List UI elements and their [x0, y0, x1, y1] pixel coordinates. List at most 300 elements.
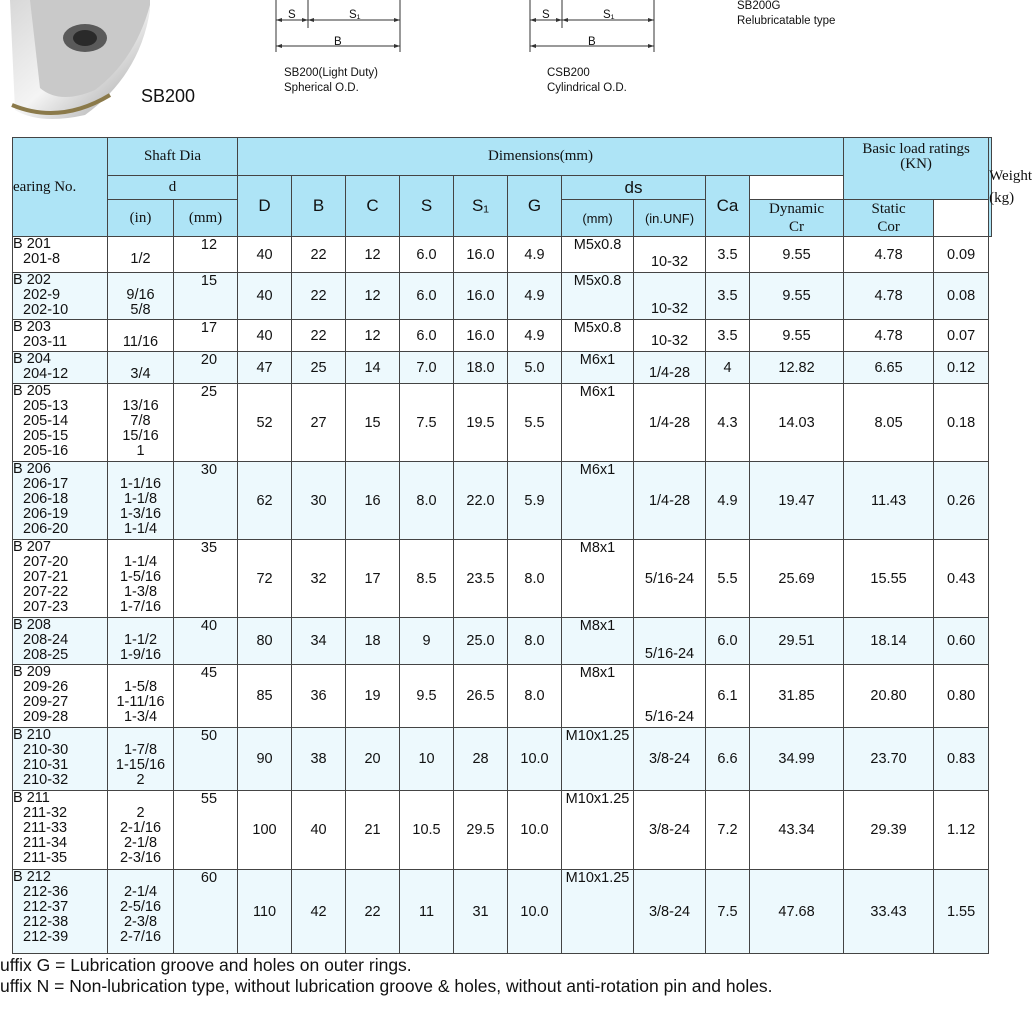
dim-s1: 31	[454, 870, 508, 954]
dim-g: 4.9	[508, 320, 562, 352]
shaft-inch: 13/16	[122, 398, 159, 414]
diagram2-s-label: S	[542, 9, 550, 21]
weight: 0.26	[934, 462, 989, 540]
ca: 3.5	[706, 320, 750, 352]
bearing-no: 206-19	[23, 506, 69, 522]
shaft-mm: 25	[174, 384, 238, 462]
dim-s1: 16.0	[454, 320, 508, 352]
dim-c: 18	[346, 618, 400, 665]
bearing-no: 210-32	[23, 772, 69, 788]
ca: 4.3	[706, 384, 750, 462]
spec-table	[12, 137, 1032, 954]
ds-mm: M8x1	[562, 665, 634, 728]
shaft-inch: 2-3/16	[119, 850, 162, 866]
header-dimensions: Dimensions(mm)	[238, 138, 844, 176]
weight: 0.43	[934, 540, 989, 618]
header-S: S	[400, 176, 454, 237]
ds-mm: M6x1	[562, 384, 634, 462]
weight: 0.08	[934, 273, 989, 320]
dim-d: 40	[238, 273, 292, 320]
shaft-inch: 11/16	[122, 334, 159, 350]
weight: 1.55	[934, 870, 989, 954]
ds-mm: M6x1	[562, 462, 634, 540]
table-row	[13, 870, 992, 954]
dim-s: 9.5	[400, 665, 454, 728]
dim-s: 7.0	[400, 352, 454, 384]
bearing-no: B 201	[13, 236, 51, 252]
dim-s1: 25.0	[454, 618, 508, 665]
bearing-no: 212-37	[23, 899, 69, 915]
dim-b: 36	[292, 665, 346, 728]
dim-b: 38	[292, 728, 346, 791]
header-G: G	[508, 176, 562, 237]
bearing-no-cell	[13, 870, 108, 954]
ds-mm: M5x0.8	[562, 237, 634, 273]
dim-d: 85	[238, 665, 292, 728]
shaft-inch: 1-1/2	[123, 632, 158, 648]
header-dynamic: Dynamic Cr	[750, 200, 844, 237]
dim-d: 80	[238, 618, 292, 665]
table-row	[13, 665, 992, 728]
weight: 1.12	[934, 791, 989, 870]
static-cor: 8.05	[844, 384, 934, 462]
shaft-mm: 30	[174, 462, 238, 540]
diagram2-caption: CSB200 Cylindrical O.D.	[547, 67, 627, 94]
bearing-no: B 202	[13, 272, 51, 288]
variant-caption: SB200G Relubricatable type	[737, 0, 836, 27]
bearing-no-cell	[13, 665, 108, 728]
bearing-no: 207-20	[23, 554, 69, 570]
weight: 0.60	[934, 618, 989, 665]
dim-s1: 22.0	[454, 462, 508, 540]
table-row	[13, 273, 992, 320]
dim-b: 22	[292, 320, 346, 352]
shaft-mm: 60	[174, 870, 238, 954]
header-load-ratings: Basic load ratings (KN)	[844, 138, 989, 200]
dim-g: 5.9	[508, 462, 562, 540]
header-weight: Weight (kg)	[989, 138, 992, 237]
bearing-no: 210-30	[23, 742, 69, 758]
shaft-inch: 2	[136, 772, 145, 788]
shaft-mm: 55	[174, 791, 238, 870]
header-S1: S₁	[454, 176, 508, 237]
bearing-no-cell	[13, 791, 108, 870]
dim-s: 6.0	[400, 237, 454, 273]
shaft-inch: 1-1/4	[123, 521, 158, 537]
shaft-inch: 1-1/16	[119, 476, 162, 492]
dynamic-cr: 34.99	[750, 728, 844, 791]
weight: 0.09	[934, 237, 989, 273]
shaft-inch: 1/2	[130, 251, 151, 267]
bearing-no: 210-31	[23, 757, 69, 773]
dynamic-cr: 12.82	[750, 352, 844, 384]
shaft-inch: 1	[136, 443, 145, 459]
ds-mm: M8x1	[562, 540, 634, 618]
dim-s1: 23.5	[454, 540, 508, 618]
bearing-no: B 211	[13, 790, 50, 806]
header-shaft-dia: Shaft Dia	[108, 138, 238, 176]
dim-c: 16	[346, 462, 400, 540]
diagram1-s-label: S	[288, 9, 296, 21]
bearing-no-cell	[13, 384, 108, 462]
dynamic-cr: 14.03	[750, 384, 844, 462]
dim-s: 10	[400, 728, 454, 791]
table-row	[13, 728, 992, 791]
shaft-inch: 2-1/16	[119, 820, 162, 836]
bearing-no: 211-32	[23, 805, 68, 821]
bearing-no: 211-34	[23, 835, 68, 851]
header-D: D	[238, 176, 292, 237]
shaft-inch: 15/16	[122, 428, 159, 444]
dim-g: 5.5	[508, 384, 562, 462]
shaft-inch-cell	[108, 384, 174, 462]
dim-c: 21	[346, 791, 400, 870]
dynamic-cr: 47.68	[750, 870, 844, 954]
ds-mm: M5x0.8	[562, 273, 634, 320]
ds-unf: 3/8-24	[634, 728, 706, 791]
dim-c: 12	[346, 237, 400, 273]
table-row	[13, 320, 992, 352]
dim-g: 8.0	[508, 665, 562, 728]
dim-s1: 29.5	[454, 791, 508, 870]
bearing-no: 205-15	[23, 428, 69, 444]
bearing-no-cell	[13, 320, 108, 352]
dim-g: 10.0	[508, 791, 562, 870]
shaft-mm: 50	[174, 728, 238, 791]
bearing-no: 206-18	[23, 491, 69, 507]
dim-d: 62	[238, 462, 292, 540]
static-cor: 20.80	[844, 665, 934, 728]
weight: 0.12	[934, 352, 989, 384]
ds-unf: 10-32	[634, 273, 706, 320]
shaft-inch: 7/8	[130, 413, 151, 429]
diagram1-s1-label: S₁	[349, 9, 361, 21]
ds-unf: 1/4-28	[634, 352, 706, 384]
table-row	[13, 462, 992, 540]
ds-unf: 1/4-28	[634, 462, 706, 540]
table-row	[13, 384, 992, 462]
shaft-inch: 1-3/8	[123, 584, 158, 600]
bearing-no: 207-21	[23, 569, 69, 585]
shaft-inch-cell	[108, 352, 174, 384]
header-Ca: Ca	[706, 176, 750, 237]
bearing-no: 208-25	[23, 647, 69, 663]
dim-b: 25	[292, 352, 346, 384]
dim-s: 7.5	[400, 384, 454, 462]
shaft-inch: 1-9/16	[119, 647, 162, 663]
weight: 0.07	[934, 320, 989, 352]
header-ds-mm: (mm)	[562, 200, 634, 237]
ca: 6.6	[706, 728, 750, 791]
shaft-mm: 35	[174, 540, 238, 618]
ca: 4.9	[706, 462, 750, 540]
static-cor: 15.55	[844, 540, 934, 618]
dim-c: 17	[346, 540, 400, 618]
dynamic-cr: 25.69	[750, 540, 844, 618]
dim-g: 10.0	[508, 870, 562, 954]
shaft-mm: 15	[174, 273, 238, 320]
dim-b: 27	[292, 384, 346, 462]
shaft-inch: 2-1/8	[123, 835, 158, 851]
shaft-inch: 1-5/16	[119, 569, 162, 585]
dim-s1: 19.5	[454, 384, 508, 462]
bearing-no: 212-36	[23, 884, 69, 900]
shaft-inch: 1-11/16	[116, 694, 165, 710]
dim-s1: 26.5	[454, 665, 508, 728]
ds-unf: 1/4-28	[634, 384, 706, 462]
dim-b: 40	[292, 791, 346, 870]
ds-unf: 5/16-24	[634, 540, 706, 618]
bearing-no: 212-38	[23, 914, 69, 930]
shaft-inch: 1-7/16	[119, 599, 162, 615]
dim-b: 32	[292, 540, 346, 618]
weight: 0.80	[934, 665, 989, 728]
ca: 7.2	[706, 791, 750, 870]
dim-b: 34	[292, 618, 346, 665]
bearing-no: 202-9	[23, 287, 61, 303]
shaft-inch-cell	[108, 728, 174, 791]
bearing-no-cell	[13, 728, 108, 791]
ca: 6.1	[706, 665, 750, 728]
shaft-inch-cell	[108, 618, 174, 665]
bearing-no: B 209	[13, 664, 51, 680]
dim-d: 40	[238, 237, 292, 273]
ds-mm: M10x1.25	[562, 791, 634, 870]
dim-b: 42	[292, 870, 346, 954]
dim-c: 15	[346, 384, 400, 462]
ds-mm: M10x1.25	[562, 728, 634, 791]
shaft-inch: 2-7/16	[119, 929, 162, 945]
dim-c: 14	[346, 352, 400, 384]
bearing-no-cell	[13, 352, 108, 384]
dim-b: 30	[292, 462, 346, 540]
dynamic-cr: 29.51	[750, 618, 844, 665]
diagram1-b-label: B	[334, 36, 342, 48]
shaft-inch: 2-5/16	[119, 899, 162, 915]
shaft-inch-cell	[108, 540, 174, 618]
bearing-no: B 212	[13, 869, 51, 885]
ca: 4	[706, 352, 750, 384]
static-cor: 29.39	[844, 791, 934, 870]
shaft-inch-cell	[108, 320, 174, 352]
bearing-no: 212-39	[23, 929, 69, 945]
table-row	[13, 352, 992, 384]
static-cor: 4.78	[844, 273, 934, 320]
footnote-n: uffix N = Non-lubrication type, without lubrication groove & holes, without anti-rotation pin and holes.	[0, 976, 773, 996]
weight: 0.18	[934, 384, 989, 462]
dim-d: 110	[238, 870, 292, 954]
bearing-no: 205-16	[23, 443, 69, 459]
shaft-inch-cell	[108, 791, 174, 870]
dim-b: 22	[292, 273, 346, 320]
ds-unf: 3/8-24	[634, 870, 706, 954]
dim-d: 100	[238, 791, 292, 870]
table-row	[13, 540, 992, 618]
static-cor: 4.78	[844, 320, 934, 352]
dynamic-cr: 43.34	[750, 791, 844, 870]
dim-s: 11	[400, 870, 454, 954]
shaft-inch: 2	[136, 805, 145, 821]
ds-unf: 10-32	[634, 237, 706, 273]
ds-mm: M10x1.25	[562, 870, 634, 954]
dynamic-cr: 9.55	[750, 320, 844, 352]
bearing-no: 211-35	[23, 850, 68, 866]
dim-b: 22	[292, 237, 346, 273]
static-cor: 4.78	[844, 237, 934, 273]
dim-g: 8.0	[508, 618, 562, 665]
bearing-no: 209-26	[23, 679, 69, 695]
dynamic-cr: 9.55	[750, 237, 844, 273]
dim-g: 4.9	[508, 237, 562, 273]
footnote-g: uffix G = Lubrication groove and holes on outer rings.	[0, 955, 412, 975]
dim-c: 12	[346, 320, 400, 352]
bearing-no: 203-11	[23, 334, 68, 350]
shaft-inch-cell	[108, 237, 174, 273]
dim-s: 10.5	[400, 791, 454, 870]
table-row	[13, 618, 992, 665]
ca: 3.5	[706, 237, 750, 273]
static-cor: 18.14	[844, 618, 934, 665]
static-cor: 11.43	[844, 462, 934, 540]
ds-mm: M8x1	[562, 618, 634, 665]
shaft-inch: 1-15/16	[115, 757, 166, 773]
bearing-no: B 205	[13, 383, 51, 399]
dim-s: 8.0	[400, 462, 454, 540]
model-label: SB200	[141, 86, 196, 106]
bearing-no: 205-13	[23, 398, 69, 414]
bearing-no: B 204	[13, 351, 51, 367]
bearing-no: B 208	[13, 617, 51, 633]
shaft-inch-cell	[108, 870, 174, 954]
dim-s: 9	[400, 618, 454, 665]
ca: 6.0	[706, 618, 750, 665]
shaft-inch-cell	[108, 462, 174, 540]
bearing-no: 207-22	[23, 584, 69, 600]
shaft-inch: 1-1/8	[123, 491, 158, 507]
header-bearing-no: earing No.	[13, 138, 108, 237]
ds-unf: 5/16-24	[634, 665, 706, 728]
header-in: (in)	[108, 200, 174, 237]
ds-unf: 3/8-24	[634, 791, 706, 870]
bearing-no: 201-8	[23, 251, 61, 267]
bearing-no: 209-28	[23, 709, 69, 725]
dim-s1: 16.0	[454, 273, 508, 320]
ca: 5.5	[706, 540, 750, 618]
shaft-mm: 45	[174, 665, 238, 728]
dim-c: 20	[346, 728, 400, 791]
shaft-inch: 1-3/16	[119, 506, 162, 522]
dim-g: 4.9	[508, 273, 562, 320]
header-static: Static Cor	[844, 200, 934, 237]
header-d: d	[108, 176, 238, 200]
shaft-mm: 12	[174, 237, 238, 273]
bearing-no-cell	[13, 462, 108, 540]
header-mm: (mm)	[174, 200, 238, 237]
shaft-inch: 1-7/8	[123, 742, 158, 758]
dim-d: 72	[238, 540, 292, 618]
ds-mm: M6x1	[562, 352, 634, 384]
bearing-photo	[0, 0, 150, 125]
dim-c: 22	[346, 870, 400, 954]
ca: 3.5	[706, 273, 750, 320]
table-row	[13, 791, 992, 870]
dim-s1: 28	[454, 728, 508, 791]
shaft-inch-cell	[108, 665, 174, 728]
ca: 7.5	[706, 870, 750, 954]
diagram2-s1-label: S₁	[603, 9, 615, 21]
bearing-no-cell	[13, 540, 108, 618]
shaft-inch: 1-5/8	[123, 679, 158, 695]
dynamic-cr: 31.85	[750, 665, 844, 728]
table-row	[13, 237, 992, 273]
bearing-no: 208-24	[23, 632, 69, 648]
bearing-no: 211-33	[23, 820, 68, 836]
shaft-inch: 5/8	[130, 302, 151, 318]
dim-g: 5.0	[508, 352, 562, 384]
static-cor: 23.70	[844, 728, 934, 791]
footnotes	[0, 955, 773, 997]
shaft-mm: 40	[174, 618, 238, 665]
ds-unf: 10-32	[634, 320, 706, 352]
dim-s: 6.0	[400, 320, 454, 352]
shaft-inch: 1-1/4	[123, 554, 158, 570]
static-cor: 6.65	[844, 352, 934, 384]
diagram2-b-label: B	[588, 36, 596, 48]
dim-d: 40	[238, 320, 292, 352]
bearing-no: B 207	[13, 539, 51, 555]
diagram1-caption: SB200(Light Duty) Spherical O.D.	[284, 67, 378, 94]
shaft-inch: 2-1/4	[123, 884, 158, 900]
dim-s1: 16.0	[454, 237, 508, 273]
bearing-no: B 206	[13, 461, 51, 477]
shaft-inch: 9/16	[126, 287, 155, 303]
dim-s: 8.5	[400, 540, 454, 618]
table-body	[13, 237, 992, 954]
shaft-mm: 20	[174, 352, 238, 384]
header-ds-unf: (in.UNF)	[634, 200, 706, 237]
static-cor: 33.43	[844, 870, 934, 954]
dynamic-cr: 19.47	[750, 462, 844, 540]
header-ds: ds	[562, 176, 706, 200]
weight: 0.83	[934, 728, 989, 791]
dynamic-cr: 9.55	[750, 273, 844, 320]
shaft-inch: 2-3/8	[123, 914, 158, 930]
shaft-inch: 1-3/4	[123, 709, 158, 725]
dim-g: 8.0	[508, 540, 562, 618]
header-C: C	[346, 176, 400, 237]
table-header	[13, 138, 1032, 237]
shaft-inch-cell	[108, 273, 174, 320]
shaft-inch: 3/4	[130, 366, 151, 382]
dim-s: 6.0	[400, 273, 454, 320]
bearing-no: 204-12	[23, 366, 69, 382]
dim-c: 19	[346, 665, 400, 728]
dim-g: 10.0	[508, 728, 562, 791]
ds-unf: 5/16-24	[634, 618, 706, 665]
header-B: B	[292, 176, 346, 237]
bearing-no-cell	[13, 273, 108, 320]
bearing-no-cell	[13, 618, 108, 665]
dim-c: 12	[346, 273, 400, 320]
dim-d: 47	[238, 352, 292, 384]
bearing-no: B 210	[13, 727, 51, 743]
bearing-no: 207-23	[23, 599, 69, 615]
dim-d: 52	[238, 384, 292, 462]
bearing-no-cell	[13, 237, 108, 273]
bearing-no: 202-10	[23, 302, 69, 318]
bearing-no: 206-20	[23, 521, 69, 537]
bearing-no: 209-27	[23, 694, 69, 710]
